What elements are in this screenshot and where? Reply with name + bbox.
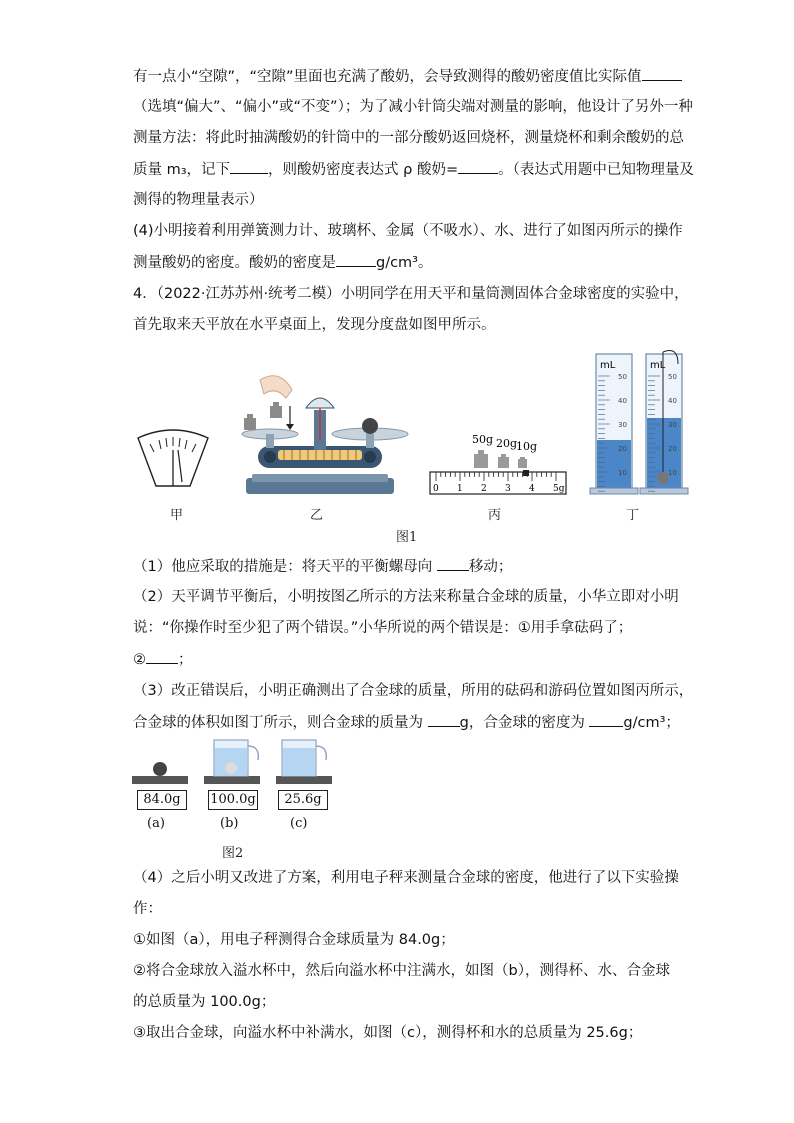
text-line: ③取出合金球，向溢水杯中补满水，如图（c），测得杯和水的总质量为 25.6g； (133, 1025, 643, 1041)
text-line: ②将合金球放入溢水杯中，然后向溢水杯中注满水，如图（b），测得杯、水、合金球 (133, 963, 670, 979)
ruler-tick-label: 1 (457, 484, 463, 494)
figure-caption: 图1 (396, 530, 418, 545)
answer-blank[interactable] (437, 556, 469, 571)
ruler-tick-label: 0 (433, 484, 439, 494)
balance-icon (242, 376, 408, 494)
text: g/cm³； (623, 715, 680, 731)
text-line (133, 97, 693, 117)
ruler-tick-label: 2 (481, 484, 487, 494)
answer-blank[interactable] (458, 159, 498, 174)
scale-b-icon (204, 740, 260, 784)
text-line (133, 712, 680, 733)
text: g，合金球的密度为 (459, 715, 590, 731)
text: 合金球的体积如图丁所示，则合金球的质量为 (133, 715, 428, 731)
text: 质量 m₃，记下 (133, 162, 231, 178)
text: ； (178, 652, 193, 668)
text: (4)小明接着利用弹簧测力计、玻璃杯、金属（不吸水）、水、进行了如图丙所示的操作 (133, 223, 683, 239)
text: 有一点小“空隙”，“空隙”里面也充满了酸奶，会导致测得的酸奶密度值比实际值 (133, 69, 642, 85)
cylinder-tick-label: 20 (618, 445, 627, 453)
ruler-tick-label: 4 (529, 484, 535, 494)
figure-caption: 图2 (222, 846, 244, 861)
text: ，则酸奶密度表达式 ρ 酸奶= (268, 162, 459, 178)
text: 说：“你操作时至少犯了两个错误。”小华所说的两个错误是：①用手拿砝码了； (133, 620, 633, 636)
text-line (133, 649, 193, 670)
text: （2）天平调节平衡后，小明按图乙所示的方法来称量合金球的质量，小华立即对小明 (133, 589, 679, 605)
text: 4．（2022·江苏苏州·统考二模）小明同学在用天平和量筒测固体合金球密度的实验中， (133, 286, 689, 302)
text: 测量酸奶的密度。酸奶的密度是 (133, 255, 336, 271)
text-line (133, 315, 496, 335)
text-line (133, 681, 693, 701)
weights-ruler-icon (430, 433, 566, 494)
answer-blank[interactable] (336, 252, 376, 267)
scale-reading-c: 25.6g (278, 790, 328, 810)
answer-blank[interactable] (589, 712, 623, 727)
text: g/cm³。 (376, 255, 433, 271)
figure-1 (130, 350, 690, 520)
text: 测量方法：将此时抽满酸奶的针筒中的一部分酸奶返回烧杯，测量烧杯和剩余酸奶的总 (133, 130, 684, 146)
cylinder-unit: mL (600, 360, 616, 371)
ruler-tick-label: 3 (505, 484, 511, 494)
text-line (133, 190, 264, 210)
text-line: 的总质量为 100.0g； (133, 994, 276, 1010)
text-line: （4）之后小明又改进了方案，利用电子秤来测量合金球的密度，他进行了以下实验操 (133, 870, 679, 886)
text-line (133, 618, 632, 638)
fig-label-d: 丁 (626, 508, 640, 523)
scale-reading-a: 84.0g (137, 790, 187, 810)
cylinder-tick-label: 10 (668, 469, 677, 477)
answer-blank[interactable] (428, 712, 460, 727)
ruler-tick-label: 5g (553, 484, 565, 494)
fig2-label-b: (b) (220, 816, 239, 831)
fig2-label-a: (a) (147, 816, 165, 831)
fig-label-b: 乙 (310, 508, 324, 523)
text-line (133, 128, 684, 148)
cylinder-tick-label: 20 (668, 445, 677, 453)
text-line (133, 284, 689, 304)
text-line (133, 66, 682, 87)
text-line (133, 556, 512, 577)
weight-label: 50g (472, 433, 494, 446)
weight-label: 10g (516, 440, 538, 453)
text-line (133, 252, 433, 273)
text: 测得的物理量表示） (133, 192, 264, 208)
cylinder-tick-label: 30 (668, 421, 677, 429)
scale-a-icon (132, 762, 188, 784)
cylinder-tick-label: 50 (668, 373, 677, 381)
cylinder-tick-label: 50 (618, 373, 627, 381)
cylinder-tick-label: 10 (618, 469, 627, 477)
cylinder-tick-label: 40 (618, 397, 627, 405)
text: （1）他应采取的措施是：将天平的平衡螺母向 (133, 559, 437, 575)
graduated-cylinders-icon (590, 351, 688, 495)
text-line: 作： (133, 901, 162, 917)
text-line (133, 587, 679, 607)
text-line (133, 159, 694, 180)
text: 移动； (468, 559, 513, 575)
text: （3）改正错误后，小明正确测出了合金球的质量，所用的砝码和游码位置如图丙所示， (133, 683, 694, 699)
fig-label-a: 甲 (170, 508, 184, 523)
weight-label: 20g (496, 437, 518, 450)
scale-reading-b: 100.0g (208, 790, 258, 810)
text: 。（表达式用题中已知物理量及 (498, 162, 694, 178)
answer-blank[interactable] (146, 649, 178, 664)
scale-c-icon (276, 740, 332, 784)
text-line: ①如图（a），用电子秤测得合金球质量为 84.0g； (133, 932, 455, 948)
text: ② (133, 652, 146, 668)
answer-blank[interactable] (230, 159, 268, 174)
cylinder-tick-label: 30 (618, 421, 627, 429)
answer-blank[interactable] (642, 66, 682, 81)
fig-label-c: 丙 (488, 508, 502, 523)
text-line (133, 221, 683, 241)
scale-dial-icon (138, 430, 208, 486)
cylinder-tick-label: 40 (668, 397, 677, 405)
fig2-label-c: (c) (290, 816, 308, 831)
text: 首先取来天平放在水平桌面上，发现分度盘如图甲所示。 (133, 317, 496, 333)
cylinder-unit: mL (650, 360, 666, 371)
text: （选填“偏大”、“偏小”或“不变”）；为了减小针筒尖端对测量的影响，他设计了另外一种 (133, 99, 693, 115)
